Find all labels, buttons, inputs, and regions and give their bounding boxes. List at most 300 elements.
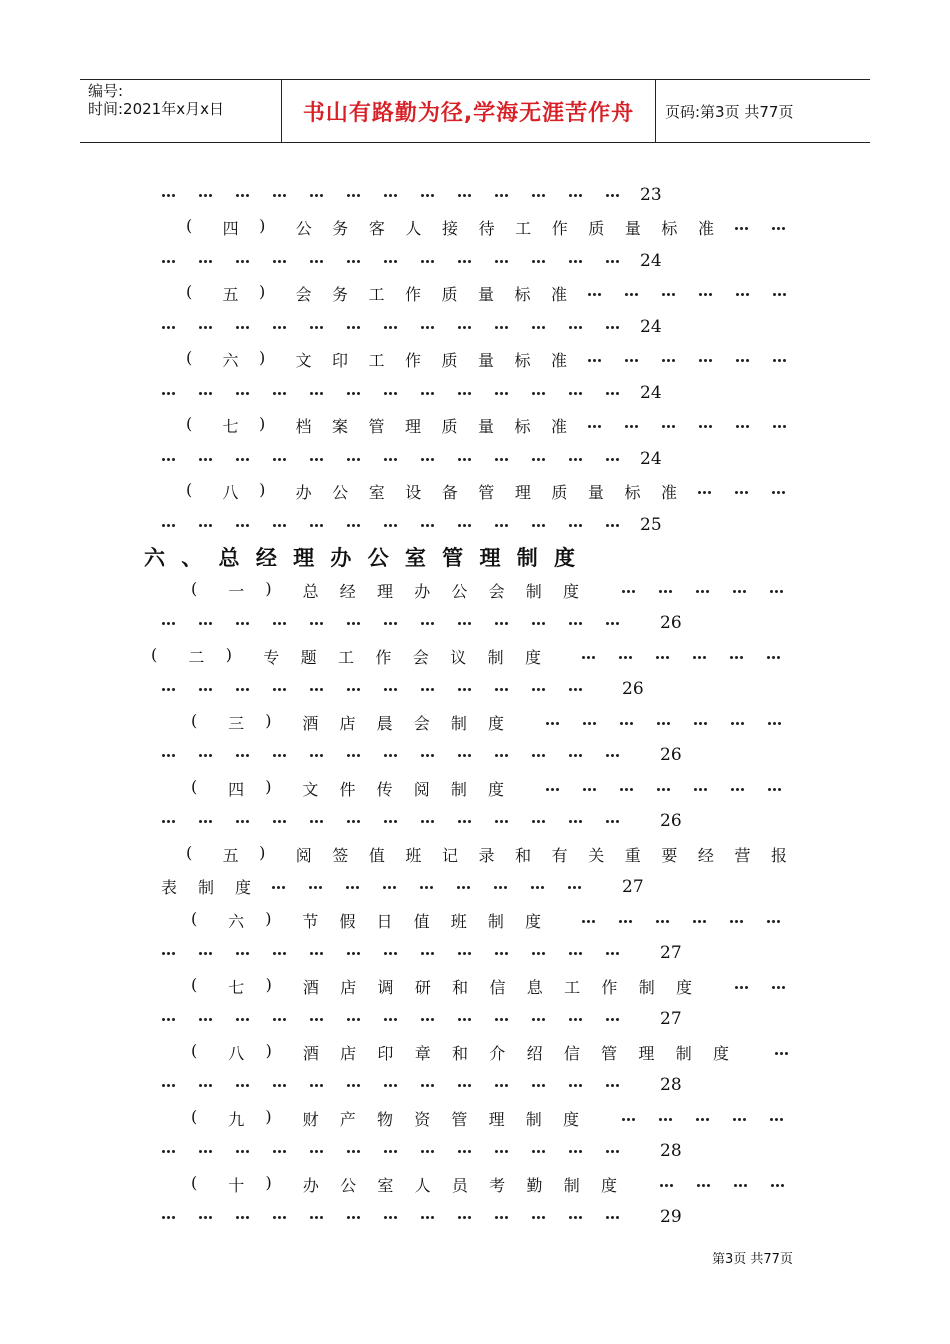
toc-leader-dots [588, 359, 591, 362]
toc-entry-title-char: 办 [414, 582, 431, 601]
toc-leader-dots [505, 820, 508, 823]
toc-leader-dots [357, 622, 360, 625]
toc-leader-dots [199, 458, 202, 461]
toc-leader-dots [657, 788, 660, 791]
toc-leader-dots [657, 722, 660, 725]
toc-entry-title-char: 七 [228, 978, 245, 997]
toc-leader-dots [320, 1216, 323, 1219]
toc-leader-dots [537, 622, 540, 625]
toc-entry-title-char: 产 [339, 1110, 356, 1129]
toc-leader-dots [209, 194, 212, 197]
toc-leader-dots [537, 1150, 540, 1153]
toc-leader-dots [579, 688, 582, 691]
toc-leader-dots [773, 425, 776, 428]
toc-leader-dots [236, 688, 239, 691]
toc-leader-dots [246, 260, 249, 263]
toc-leader-dots [611, 1018, 614, 1021]
toc-leader-dots [431, 392, 434, 395]
toc-leader-dots [569, 688, 572, 691]
toc-leader-dots [709, 425, 712, 428]
toc-leader-dots [209, 326, 212, 329]
toc-leader-dots [283, 392, 286, 395]
toc-leader-dots [500, 194, 503, 197]
toc-leader-dots [556, 722, 559, 725]
toc-entry-title-char: 值 [413, 912, 430, 931]
toc-leader-dots [632, 1118, 635, 1121]
toc-leader-dots [172, 1150, 175, 1153]
toc-entry-title-char: ( [186, 216, 193, 235]
toc-leader-dots [319, 886, 322, 889]
toc-leader-dots [578, 886, 581, 889]
toc-entry-title-char: 会 [412, 648, 429, 667]
toc-leader-dots [632, 590, 635, 593]
toc-leader-dots [635, 425, 638, 428]
toc-leader-dots [664, 590, 667, 593]
toc-leader-dots [320, 754, 323, 757]
toc-entry-title-char: 务 [332, 219, 349, 238]
toc-entry-title-char: 件 [339, 780, 356, 799]
toc-leader-dots [458, 1150, 461, 1153]
toc-entry-title-char: 四 [228, 780, 245, 799]
toc-leader-dots [310, 952, 313, 955]
toc-entry-title-char: 十 [228, 1176, 245, 1195]
toc-leader-dots [236, 1084, 239, 1087]
toc-entry-title-char: 绍 [526, 1044, 543, 1063]
toc-entry-title-char: 文 [295, 351, 312, 370]
toc-leader-dots [172, 754, 175, 757]
toc-leader-dots [426, 622, 429, 625]
toc-leader-dots [167, 688, 170, 691]
toc-leader-dots [505, 1150, 508, 1153]
toc-leader-dots [388, 886, 391, 889]
toc-leader-dots [468, 1216, 471, 1219]
toc-leader-dots [162, 1216, 165, 1219]
toc-entry-title-char: 管 [478, 483, 495, 502]
toc-entry-title-char: 调 [377, 978, 394, 997]
toc-leader-dots [672, 359, 675, 362]
toc-leader-dots [162, 260, 165, 263]
toc-entry-title-char: 量 [478, 285, 495, 304]
toc-leader-dots [347, 688, 350, 691]
toc-leader-dots [606, 524, 609, 527]
toc-leader-dots [746, 293, 749, 296]
toc-leader-dots [775, 1052, 778, 1055]
toc-leader-dots [630, 788, 633, 791]
toc-leader-dots [499, 886, 502, 889]
toc-leader-dots [278, 952, 281, 955]
toc-entry-title-char: 度 [563, 1110, 580, 1129]
toc-leader-dots [236, 326, 239, 329]
toc-leader-dots [273, 754, 276, 757]
toc-leader-dots [587, 920, 590, 923]
toc-leader-dots [167, 1018, 170, 1021]
toc-leader-dots [500, 688, 503, 691]
toc-leader-dots [236, 260, 239, 263]
toc-entry-title-char: 质 [441, 351, 458, 370]
toc-entry-title-char: 假 [339, 912, 356, 931]
toc-leader-dots [785, 1052, 788, 1055]
toc-leader-dots [394, 392, 397, 395]
toc-leader-dots [167, 1216, 170, 1219]
toc-leader-dots [241, 1150, 244, 1153]
toc-leader-dots [315, 820, 318, 823]
toc-leader-dots [542, 820, 545, 823]
toc-leader-dots [389, 392, 392, 395]
toc-leader-dots [283, 458, 286, 461]
toc-leader-dots [283, 260, 286, 263]
toc-leader-dots [616, 1216, 619, 1219]
toc-leader-dots [315, 622, 318, 625]
toc-leader-dots [463, 1084, 466, 1087]
toc-leader-dots [707, 1184, 710, 1187]
toc-leader-dots [620, 788, 623, 791]
toc-leader-dots [770, 590, 773, 593]
toc-entry-title-char: ( [191, 579, 198, 598]
toc-leader-dots [352, 392, 355, 395]
toc-leader-dots [236, 194, 239, 197]
toc-leader-dots [709, 293, 712, 296]
toc-leader-dots [696, 1118, 699, 1121]
toc-leader-dots [537, 392, 540, 395]
toc-leader-dots [537, 260, 540, 263]
toc-leader-dots [745, 227, 748, 230]
toc-leader-dots [606, 194, 609, 197]
toc-leader-dots [320, 326, 323, 329]
toc-leader-dots [579, 1018, 582, 1021]
toc-leader-dots [579, 524, 582, 527]
toc-leader-dots [162, 820, 165, 823]
toc-leader-dots [309, 886, 312, 889]
toc-leader-dots [592, 656, 595, 659]
toc-leader-dots [495, 820, 498, 823]
section-heading-char: 制 [516, 546, 538, 570]
toc-entry-title-char: 备 [441, 483, 458, 502]
toc-leader-dots [278, 458, 281, 461]
toc-leader-dots [394, 260, 397, 263]
toc-leader-dots [532, 622, 535, 625]
toc-leader-dots [500, 1018, 503, 1021]
toc-leader-dots [278, 1084, 281, 1087]
toc-leader-dots [273, 952, 276, 955]
toc-leader-dots [278, 1150, 281, 1153]
toc-leader-dots [204, 820, 207, 823]
toc-entry-title-char: 八 [222, 483, 239, 502]
toc-leader-dots [579, 260, 582, 263]
toc-leader-dots [172, 458, 175, 461]
toc-leader-dots [347, 524, 350, 527]
toc-page-number: 24 [640, 383, 662, 403]
toc-entry-title-char: ) [259, 216, 266, 235]
toc-leader-dots [204, 1150, 207, 1153]
section-heading-char: 理 [479, 546, 501, 570]
toc-leader-dots [426, 688, 429, 691]
toc-leader-dots [782, 227, 785, 230]
toc-leader-dots [199, 260, 202, 263]
toc-entry-title-char: 会 [295, 285, 312, 304]
toc-entry-title-char: ( [186, 480, 193, 499]
toc-leader-dots [315, 1084, 318, 1087]
toc-leader-dots [606, 1216, 609, 1219]
toc-leader-dots [494, 886, 497, 889]
toc-leader-dots [606, 754, 609, 757]
toc-leader-dots [431, 688, 434, 691]
toc-leader-dots [505, 392, 508, 395]
toc-leader-dots [199, 1018, 202, 1021]
toc-leader-dots [246, 952, 249, 955]
toc-leader-dots [744, 1184, 747, 1187]
toc-entry-title-char: 班 [450, 912, 467, 931]
toc-leader-dots [592, 920, 595, 923]
toc-entry-title-char: 店 [340, 1044, 357, 1063]
toc-leader-dots [468, 688, 471, 691]
toc-leader-dots [662, 722, 665, 725]
toc-leader-dots [661, 656, 664, 659]
toc-leader-dots [421, 952, 424, 955]
toc-leader-dots [162, 622, 165, 625]
toc-leader-dots [204, 952, 207, 955]
toc-entry-title-char: 公 [332, 483, 349, 502]
toc-leader-dots [588, 293, 591, 296]
toc-leader-dots [199, 1084, 202, 1087]
toc-leader-dots [772, 656, 775, 659]
toc-leader-dots [357, 260, 360, 263]
toc-leader-dots [611, 754, 614, 757]
toc-leader-dots [273, 1084, 276, 1087]
toc-entry-title-char: ) [259, 843, 266, 862]
toc-leader-dots [630, 359, 633, 362]
toc-leader-dots [172, 392, 175, 395]
section-heading-char: 经 [255, 546, 277, 570]
toc-leader-dots [236, 952, 239, 955]
toc-leader-dots [664, 1118, 667, 1121]
toc-leader-dots [706, 1118, 709, 1121]
toc-leader-dots [495, 1018, 498, 1021]
toc-entry-title-char: 六 [228, 912, 245, 931]
toc-leader-dots [611, 524, 614, 527]
toc-leader-dots [310, 392, 313, 395]
toc-leader-dots [773, 359, 776, 362]
toc-leader-dots [431, 952, 434, 955]
toc-page-number: 28 [660, 1075, 682, 1095]
toc-entry-title-char: ) [265, 1041, 272, 1060]
toc-leader-dots [630, 293, 633, 296]
toc-leader-dots [209, 622, 212, 625]
toc-leader-dots [310, 1216, 313, 1219]
toc-leader-dots [611, 392, 614, 395]
toc-leader-dots [357, 1018, 360, 1021]
toc-entry-title-char: 接 [442, 219, 459, 238]
toc-entry-title-char: 专 [263, 648, 280, 667]
toc-leader-dots [384, 754, 387, 757]
toc-leader-dots [783, 293, 786, 296]
toc-leader-dots [468, 1084, 471, 1087]
toc-leader-dots [162, 392, 165, 395]
toc-leader-dots [782, 491, 785, 494]
toc-leader-dots [172, 1018, 175, 1021]
toc-entry-title-char: ) [265, 711, 272, 730]
toc-leader-dots [772, 491, 775, 494]
toc-leader-dots [703, 491, 706, 494]
toc-leader-dots [162, 952, 165, 955]
toc-entry-title-char: 档 [295, 417, 312, 436]
toc-leader-dots [278, 392, 281, 395]
toc-leader-dots [431, 194, 434, 197]
toc-leader-dots [172, 622, 175, 625]
toc-leader-dots [347, 1018, 350, 1021]
toc-leader-dots [352, 820, 355, 823]
toc-leader-dots [611, 622, 614, 625]
toc-leader-dots [772, 920, 775, 923]
toc-leader-dots [616, 952, 619, 955]
toc-leader-dots [278, 524, 281, 527]
toc-leader-dots [463, 524, 466, 527]
toc-entry-title-char: 度 [488, 780, 505, 799]
toc-leader-dots [384, 458, 387, 461]
toc-leader-dots [315, 754, 318, 757]
toc-entry-title-char: 九 [228, 1110, 245, 1129]
toc-leader-dots [777, 656, 780, 659]
toc-entry-title-char: 度 [488, 714, 505, 733]
toc-leader-dots [421, 1018, 424, 1021]
toc-leader-dots [495, 392, 498, 395]
toc-leader-dots [320, 1150, 323, 1153]
toc-leader-dots [551, 788, 554, 791]
toc-leader-dots [420, 886, 423, 889]
toc-leader-dots [746, 359, 749, 362]
toc-leader-dots [384, 392, 387, 395]
toc-leader-dots [781, 1184, 784, 1187]
toc-entry-title-char: 制 [675, 1044, 692, 1063]
toc-leader-dots [462, 886, 465, 889]
toc-entry-title-char: 值 [368, 846, 385, 865]
toc-leader-dots [730, 656, 733, 659]
toc-leader-dots [209, 1150, 212, 1153]
toc-leader-dots [209, 392, 212, 395]
toc-leader-dots [772, 986, 775, 989]
toc-leader-dots [579, 952, 582, 955]
section-heading-char: 公 [367, 546, 389, 570]
toc-leader-dots [431, 754, 434, 757]
toc-leader-dots [532, 1216, 535, 1219]
toc-leader-dots [209, 820, 212, 823]
toc-leader-dots [542, 754, 545, 757]
toc-leader-dots [320, 952, 323, 955]
toc-leader-dots [730, 920, 733, 923]
toc-leader-dots [776, 1184, 779, 1187]
toc-leader-dots [606, 326, 609, 329]
toc-entry-title-char: 作 [405, 351, 422, 370]
toc-leader-dots [389, 754, 392, 757]
toc-entry-title-char: 准 [661, 483, 678, 502]
toc-leader-dots [598, 293, 601, 296]
toc-leader-dots [778, 425, 781, 428]
toc-leader-dots [588, 788, 591, 791]
toc-leader-dots [426, 326, 429, 329]
toc-leader-dots [352, 1150, 355, 1153]
toc-entry-title-char: 准 [551, 417, 568, 436]
toc-leader-dots [199, 688, 202, 691]
toc-leader-dots [430, 886, 433, 889]
toc-leader-dots [616, 392, 619, 395]
toc-leader-dots [236, 622, 239, 625]
toc-leader-dots [463, 1018, 466, 1021]
toc-leader-dots [204, 688, 207, 691]
toc-leader-dots [172, 1084, 175, 1087]
toc-leader-dots [672, 293, 675, 296]
toc-leader-dots [458, 952, 461, 955]
toc-leader-dots [310, 820, 313, 823]
toc-leader-dots [741, 722, 744, 725]
header-page-cell [655, 80, 870, 142]
toc-leader-dots [167, 952, 170, 955]
toc-leader-dots [394, 524, 397, 527]
toc-leader-dots [384, 524, 387, 527]
toc-leader-dots [777, 491, 780, 494]
header-motto: 书山有路勤为径,学海无涯苦作舟 [302, 101, 635, 126]
toc-leader-dots [783, 359, 786, 362]
toc-leader-dots [616, 1018, 619, 1021]
toc-leader-dots [347, 820, 350, 823]
toc-leader-dots [431, 260, 434, 263]
toc-leader-dots [574, 1018, 577, 1021]
toc-leader-dots [315, 1150, 318, 1153]
toc-leader-dots [588, 722, 591, 725]
toc-leader-dots [588, 425, 591, 428]
toc-leader-dots [500, 1150, 503, 1153]
toc-leader-dots [315, 326, 318, 329]
toc-leader-dots [172, 820, 175, 823]
toc-leader-dots [283, 524, 286, 527]
toc-leader-dots [357, 754, 360, 757]
toc-leader-dots [635, 293, 638, 296]
toc-leader-dots [500, 524, 503, 527]
toc-entry-title-char: 度 [525, 912, 542, 931]
toc-leader-dots [704, 425, 707, 428]
toc-entry-title-char: 工 [564, 978, 581, 997]
toc-leader-dots [347, 952, 350, 955]
toc-leader-dots [468, 1150, 471, 1153]
toc-entry-title-char: 标 [514, 285, 531, 304]
toc-leader-dots [310, 754, 313, 757]
toc-leader-dots [537, 458, 540, 461]
section-heading-char: 总 [218, 546, 240, 570]
toc-leader-dots [468, 260, 471, 263]
toc-leader-dots [421, 688, 424, 691]
toc-leader-dots [583, 722, 586, 725]
toc-leader-dots [310, 524, 313, 527]
header-motto-cell [281, 80, 656, 142]
toc-leader-dots [241, 260, 244, 263]
toc-leader-dots [546, 788, 549, 791]
toc-leader-dots [421, 1084, 424, 1087]
toc-page-number: 25 [640, 515, 662, 535]
toc-leader-dots [574, 1216, 577, 1219]
toc-entry-title-char: 作 [601, 978, 618, 997]
toc-leader-dots [630, 425, 633, 428]
toc-entry-title-char: 制 [450, 780, 467, 799]
toc-leader-dots [606, 1018, 609, 1021]
toc-leader-dots [463, 754, 466, 757]
toc-leader-dots [556, 788, 559, 791]
toc-leader-dots [241, 392, 244, 395]
toc-leader-dots [172, 194, 175, 197]
toc-leader-dots [236, 820, 239, 823]
toc-leader-dots [421, 392, 424, 395]
toc-leader-dots [241, 326, 244, 329]
toc-leader-dots [162, 1084, 165, 1087]
toc-leader-dots [701, 1118, 704, 1121]
toc-leader-dots [273, 820, 276, 823]
